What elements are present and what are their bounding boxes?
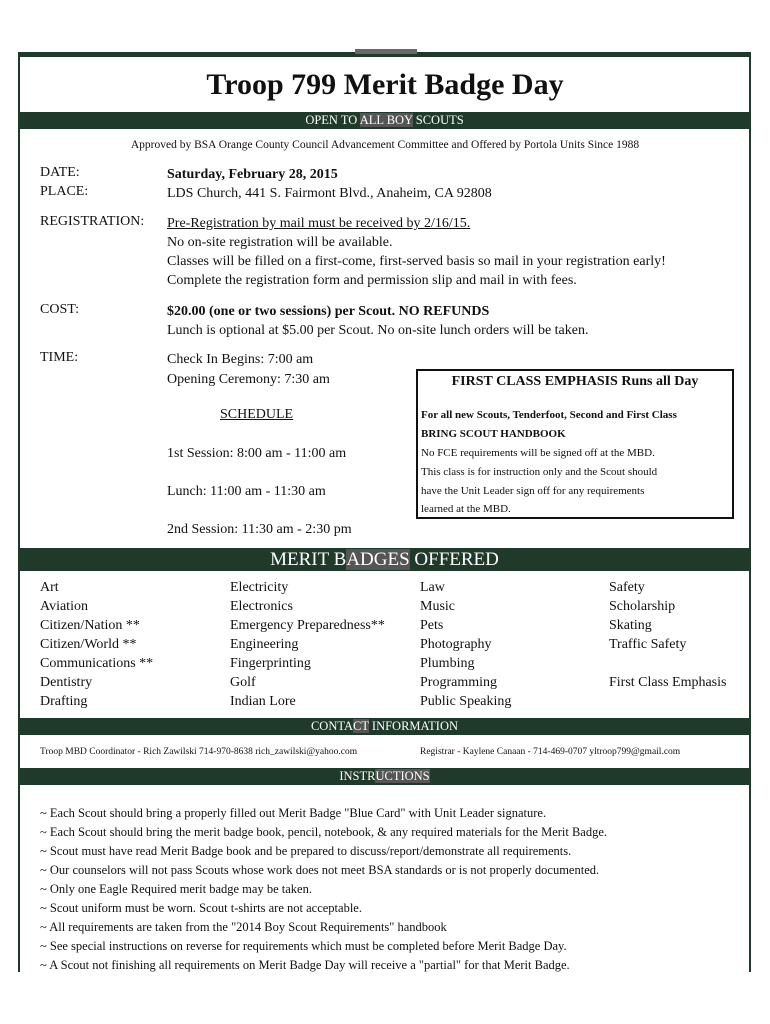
contact-bar-text-before: CONTA <box>310 719 354 733</box>
page-title: Troop 799 Merit Badge Day <box>206 68 564 101</box>
badge-column-2 <box>230 578 385 711</box>
instruction-item: ~ Each Scout should bring a properly filled out Merit Badge "Blue Card" with Unit Leader signature. <box>40 806 547 820</box>
instructions-list <box>40 804 607 975</box>
check-in-time: Check In Begins: 7:00 am <box>167 352 314 367</box>
badge-item: Citizen/Nation ** <box>40 618 140 633</box>
open-to-banner <box>20 112 749 129</box>
badge-item: Communications ** <box>40 656 154 671</box>
session-2-time: 2nd Session: 11:30 am - 2:30 pm <box>167 522 352 537</box>
merit-badges-banner <box>20 548 749 571</box>
session-1-time: 1st Session: 8:00 am - 11:00 am <box>167 446 347 461</box>
instruction-item: ~ Our counselors will not pass Scouts whose work does not meet BSA standards or is not properly documented. <box>40 863 600 877</box>
badge-column-1 <box>40 578 153 711</box>
badge-item: Golf <box>230 675 256 690</box>
fce-line: This class is for instruction only and the Scout should <box>421 466 658 478</box>
registrar-contact: Registrar - Kaylene Canaan - 714-469-0707 yltroop799@gmail.com <box>420 747 681 757</box>
badge-item: Electricity <box>230 580 289 595</box>
instruction-item: ~ Only one Eagle Required merit badge may be taken. <box>40 882 312 896</box>
merit-bar-text-before: MERIT B <box>270 549 347 570</box>
badge-item: First Class Emphasis <box>609 675 727 690</box>
merit-bar-text-highlight: ADGES <box>346 549 410 570</box>
instruction-item: ~ A Scout not finishing all requirements on Merit Badge Day will receive a "partial" for that Merit Badge. <box>40 958 570 972</box>
badge-item: Pets <box>420 618 444 633</box>
badge-item: Law <box>420 580 445 595</box>
badge-item: Photography <box>420 637 492 652</box>
registration-line: No on-site registration will be available. <box>167 235 393 250</box>
instruction-item: ~ See special instructions on reverse for requirements which must be completed before Merit Badge Day. <box>40 939 567 953</box>
banner-text-after: SCOUTS <box>412 113 464 127</box>
badge-item: Skating <box>609 618 652 633</box>
instructions-banner <box>20 768 749 785</box>
instruction-item: ~ Scout uniform must be worn. Scout t-shirts are not acceptable. <box>40 901 362 915</box>
place-label: PLACE: <box>40 184 89 199</box>
instructions-bar-text-before: INSTR <box>339 769 376 783</box>
first-class-emphasis-box <box>416 369 734 519</box>
badge-column-4 <box>609 578 726 692</box>
instruction-item: ~ Each Scout should bring the merit badge book, pencil, notebook, & any required materials for the Merit Badge. <box>40 825 608 839</box>
banner-text-highlight: ALL BOY <box>359 113 413 127</box>
fce-line: BRING SCOUT HANDBOOK <box>421 428 566 440</box>
contact-banner <box>20 718 749 735</box>
instructions-bar-text-highlight: UCTIONS <box>375 769 430 783</box>
registration-details <box>167 214 666 290</box>
date-label: DATE: <box>40 165 80 180</box>
badge-item: Scholarship <box>609 599 676 614</box>
badge-item: Indian Lore <box>230 694 296 709</box>
badge-item: Traffic Safety <box>609 637 687 652</box>
contact-bar-text-highlight: CT <box>353 719 369 733</box>
cost-line: $20.00 (one or two sessions) per Scout. NO REFUNDS <box>167 304 490 319</box>
badge-item: Safety <box>609 580 645 595</box>
top-notch <box>355 49 417 54</box>
badge-item: Aviation <box>40 599 88 614</box>
badge-item: Emergency Preparedness** <box>230 618 385 633</box>
badge-item: Citizen/World ** <box>40 637 137 652</box>
badge-item <box>609 654 726 673</box>
badge-item: Electronics <box>230 599 293 614</box>
fce-line: have the Unit Leader sign off for any requirements <box>421 485 645 497</box>
registration-label: REGISTRATION: <box>40 214 145 229</box>
badge-item: Engineering <box>230 637 299 652</box>
place-value: LDS Church, 441 S. Fairmont Blvd., Anaheim, CA 92808 <box>167 186 492 201</box>
fce-line: No FCE requirements will be signed off at the MBD. <box>421 447 655 459</box>
cost-line: Lunch is optional at $5.00 per Scout. No on-site lunch orders will be taken. <box>167 323 589 338</box>
banner-text-before: OPEN TO <box>305 113 360 127</box>
badge-column-3 <box>420 578 511 711</box>
fce-heading: FIRST CLASS EMPHASIS Runs all Day <box>451 374 699 389</box>
time-label: TIME: <box>40 350 79 365</box>
date-value: Saturday, February 28, 2015 <box>167 167 338 182</box>
badge-item: Dentistry <box>40 675 93 690</box>
badge-item: Plumbing <box>420 656 475 671</box>
badge-item: Drafting <box>40 694 88 709</box>
registration-line: Classes will be filled on a first-come, first-served basis so mail in your registration early! <box>167 254 666 269</box>
merit-bar-text-after: OFFERED <box>409 549 499 570</box>
badge-item: Public Speaking <box>420 694 512 709</box>
lunch-time: Lunch: 11:00 am - 11:30 am <box>167 484 326 499</box>
coordinator-contact: Troop MBD Coordinator - Rich Zawilski 714-970-8638 rich_zawilski@yahoo.com <box>40 747 358 757</box>
cost-label: COST: <box>40 302 79 317</box>
registration-line: Complete the registration form and permission slip and mail in with fees. <box>167 273 577 288</box>
badge-item: Fingerprinting <box>230 656 311 671</box>
contact-bar-text-after: INFORMATION <box>368 719 459 733</box>
instruction-item: ~ Scout must have read Merit Badge book and be prepared to discuss/report/demonstrate all requirements. <box>40 844 572 858</box>
approval-note: Approved by BSA Orange County Council Advancement Committee and Offered by Portola Units Since 1988 <box>130 139 640 151</box>
badge-item: Music <box>420 599 455 614</box>
instruction-item: ~ All requirements are taken from the "2014 Boy Scout Requirements" handbook <box>40 920 447 934</box>
registration-line: Pre-Registration by mail must be received by 2/16/15. <box>167 216 471 231</box>
fce-line: learned at the MBD. <box>421 503 511 515</box>
cost-details <box>167 302 588 340</box>
badge-item: Art <box>40 580 59 595</box>
schedule-heading: SCHEDULE <box>220 407 294 422</box>
badge-item: Programming <box>420 675 497 690</box>
opening-ceremony-time: Opening Ceremony: 7:30 am <box>167 372 330 387</box>
fce-line: For all new Scouts, Tenderfoot, Second and First Class <box>421 409 677 421</box>
